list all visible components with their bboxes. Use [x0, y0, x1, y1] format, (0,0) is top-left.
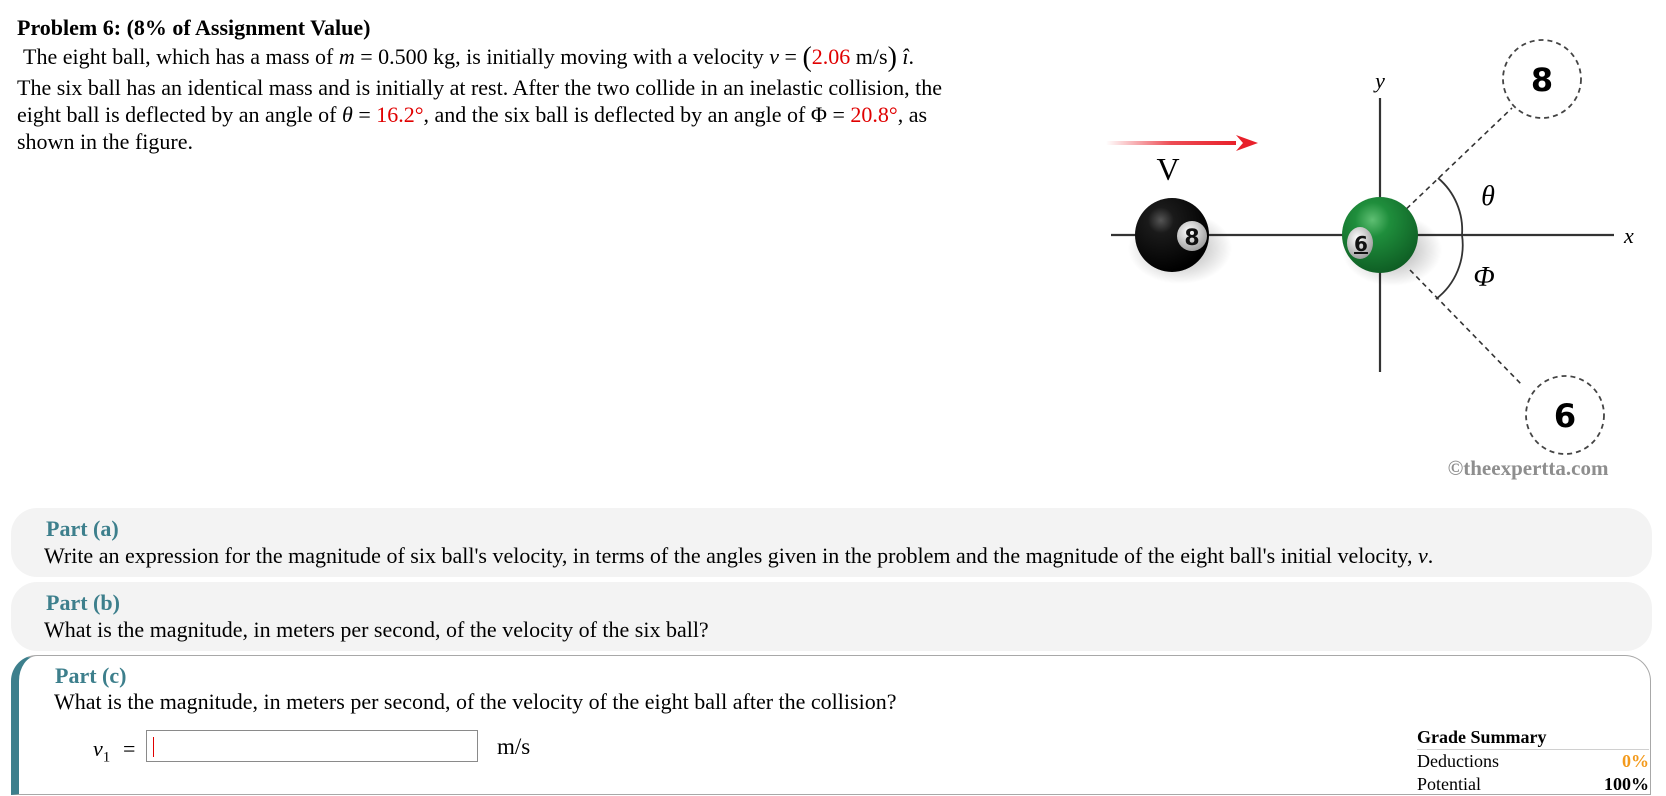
grade-row-potential: Potential 100% [1417, 774, 1649, 794]
answer-equals: = [123, 736, 136, 761]
collision-diagram [1100, 20, 1666, 490]
part-c-question: What is the magnitude, in meters per second, of the velocity of the eight ball after the collision? [54, 689, 897, 714]
part-a-label: Part (a) [46, 516, 119, 541]
grade-summary-title: Grade Summary [1417, 726, 1649, 750]
given-theta-value: 16.2° [376, 102, 424, 127]
grade-row-deductions: Deductions 0% [1417, 751, 1649, 771]
problem-title: Problem 6: (8% of Assignment Value) [17, 15, 371, 40]
svg-text:8: 8 [1184, 226, 1200, 251]
eight-ball-path [1400, 108, 1512, 215]
part-c-label: Part (c) [55, 663, 127, 688]
part-b-question: What is the magnitude, in meters per second, of the velocity of the six ball? [44, 617, 709, 642]
problem-line-3: eight ball is deflected by an angle of θ = 16.2°, and the six ball is deflected by an angle of Φ = 20.8°, as [17, 102, 928, 127]
part-b[interactable] [11, 582, 1652, 651]
problem-line-4: shown in the figure. [17, 129, 193, 154]
six-ball-path [1410, 270, 1522, 385]
answer-row [83, 730, 583, 766]
problem-line-1: The eight ball, which has a mass of m = 0.500 kg, is initially moving with a velocity v = (2.06 m/s) î. [23, 42, 915, 73]
answer-variable: $v_1$ [93, 736, 111, 766]
six-ball-final-label: 6 [1553, 397, 1577, 435]
theta-label: θ [1481, 181, 1495, 212]
text-caret [153, 737, 154, 757]
given-velocity-value: 2.06 [811, 44, 851, 69]
svg-text:6: 6 [1354, 232, 1368, 256]
unit-vector-i: î [902, 44, 909, 69]
x-axis-label: x [1624, 223, 1634, 248]
theta-arc [1438, 178, 1462, 235]
part-a-question: Write an expression for the magnitude of six ball's velocity, in terms of the angles given in the problem and the magnitude of the eight ball's initial velocity, v. [44, 543, 1434, 568]
problem-line-2: The six ball has an identical mass and is initially at rest. After the two collide in an inelastic collision, the [17, 75, 942, 100]
eight-ball-icon [1128, 198, 1232, 284]
six-ball-icon [1342, 197, 1442, 286]
answer-input[interactable] [146, 730, 478, 762]
given-phi-value: 20.8° [850, 102, 898, 127]
velocity-arrow-icon [1106, 135, 1258, 151]
copyright-text: ©theexpertta.com [1447, 456, 1609, 480]
part-b-label: Part (b) [46, 590, 120, 615]
deductions-value: 0% [1622, 751, 1649, 771]
y-axis-label: y [1375, 68, 1385, 93]
potential-value: 100% [1604, 774, 1649, 794]
answer-unit: m/s [497, 734, 531, 759]
eight-ball-final-label: 8 [1530, 61, 1554, 99]
grade-summary [1417, 726, 1649, 796]
part-c [11, 655, 1651, 795]
part-a[interactable] [11, 508, 1652, 577]
phi-label: Φ [1473, 262, 1495, 293]
problem-statement [17, 44, 1057, 156]
velocity-label: V [1156, 151, 1180, 187]
